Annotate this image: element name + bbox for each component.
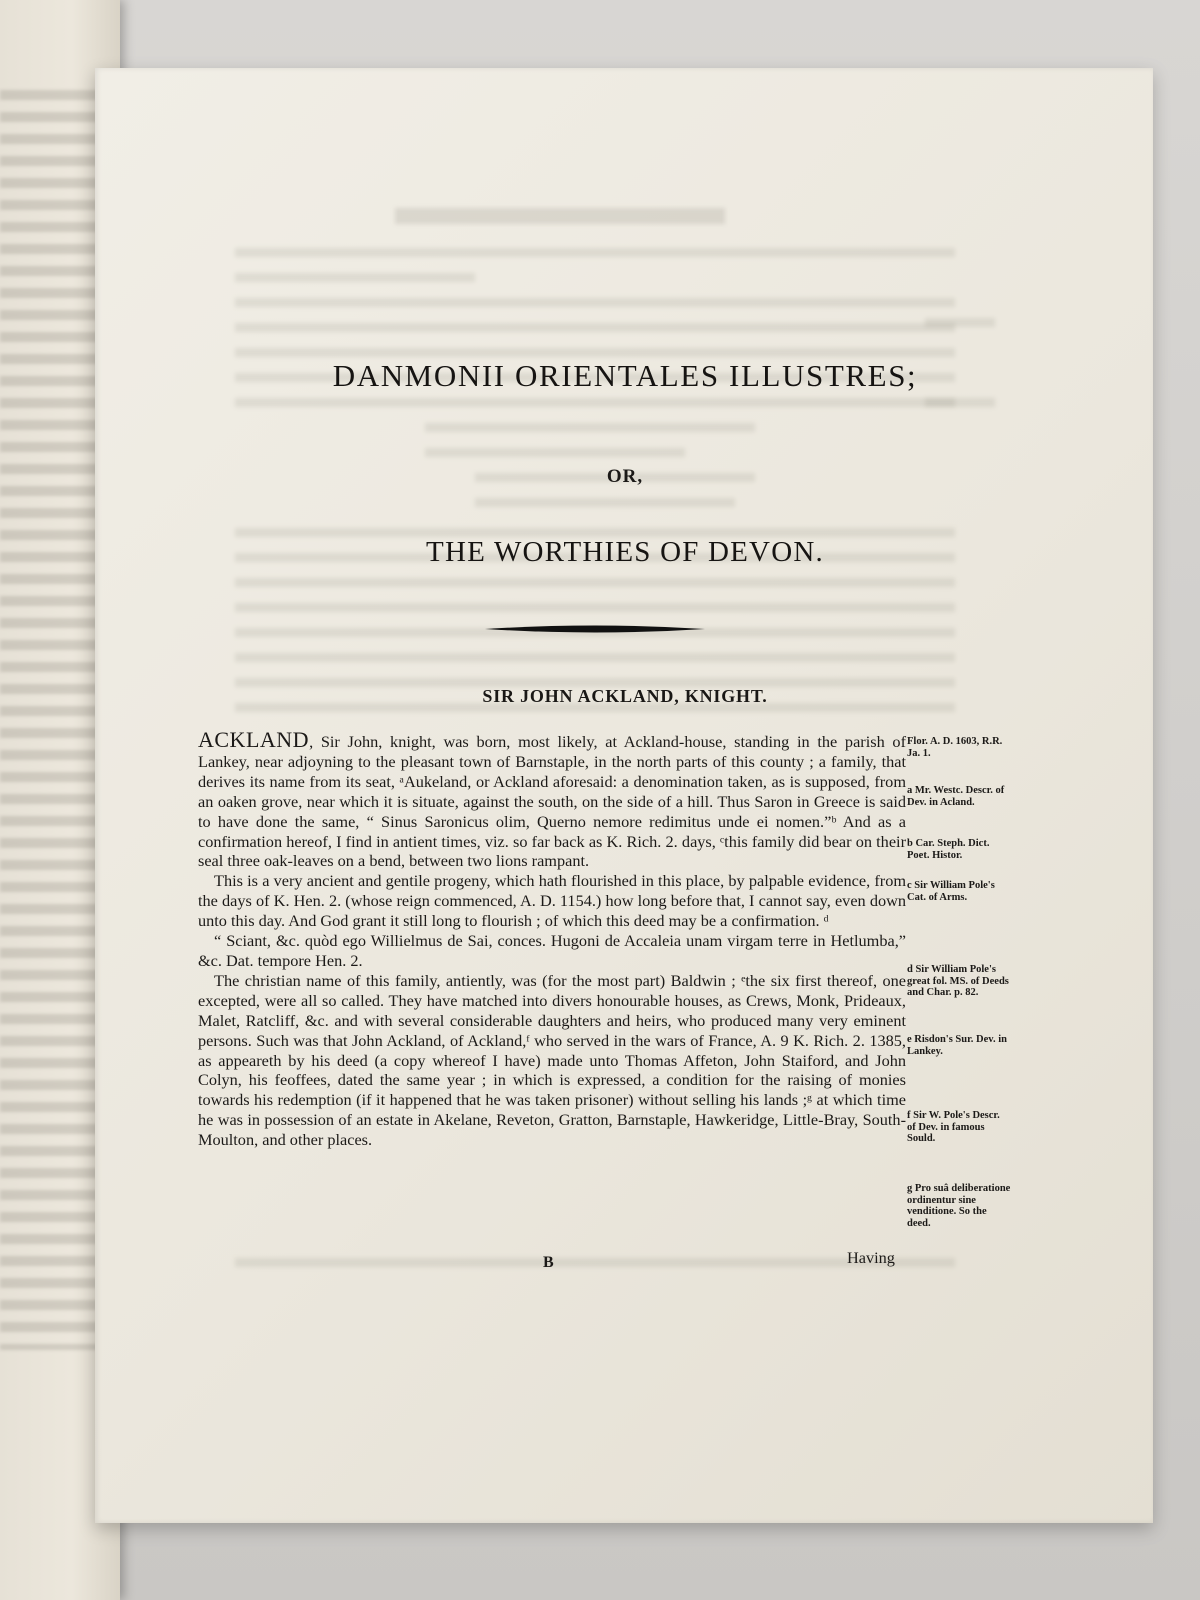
paragraph-3-quotation: “ Sciant, &c. quòd ego Willielmus de Sai, conces. Hugoni de Accaleia unam virgam terre in Hetlumba,” &c. Dat. tempore Hen. 2. — [198, 931, 906, 970]
left-page-blurred-text — [0, 90, 110, 1350]
catchword: Having — [847, 1248, 895, 1267]
drop-cap-word: ACKLAND — [198, 727, 310, 752]
sidenote-a: a Mr. Westc. Descr. of Dev. in Acland. — [907, 785, 1005, 808]
paragraph-4: The christian name of this family, antiently, was (for the most part) Baldwin ; ᵉthe six first thereof, one excepted, were all so called. They have matched into divers honourable houses, as Crews, Monk, Prideaux, Malet, Ratcliff, &c. and with several considerable daughters and heirs, who produced many very eminent persons. Such was that John Ackland, of Ackland,ᶠ who served in the wars of France, A. 9 K. Rich. 2. 1385, as appeareth by his deed (a copy whereof I have) made unto Thomas Affeton, John Staiford, and John Colyn, his feoffees, dated the same year ; in which is expressed, a condition for the raising of monies towards his redemption (if it happened that he was taken prisoner) without selling his lands ;ᵍ at which time he was in possession of an estate in Akelane, Reveton, Gratton, Barnstaple, Hawkeridge, Little-Bray, South-Moulton, and other places. — [198, 970, 906, 1150]
sidenote-c: c Sir William Pole's Cat. of Arms. — [907, 880, 995, 903]
book-subtitle: THE WORTHIES OF DEVON. — [426, 536, 824, 568]
sidenote-b: b Car. Steph. Dict. Poet. Histor. — [907, 838, 990, 861]
show-through-running-head — [395, 208, 725, 224]
sidenote-e: e Risdon's Sur. Dev. in Lankey. — [907, 1034, 1007, 1057]
title-conjunction: OR, — [606, 466, 644, 487]
decorative-rule — [485, 622, 705, 636]
book-page — [95, 68, 1153, 1523]
paragraph-2: This is a very ancient and gentile progeny, which hath flourished in this place, by palpable evidence, from the days of K. Hen. 2. (whose reign commenced, A. D. 1154.) how long before that, I cannot say, even down unto this day. And God grant it still long to flourish ; of which this deed may be a confirmation. ᵈ — [198, 871, 906, 931]
signature-mark: B — [543, 1254, 554, 1271]
sidenote-flor: Flor. A. D. 1603, R.R. Ja. 1. — [907, 736, 1003, 759]
sidenote-g: g Pro suâ deliberatione ordinentur sine venditione. So the deed. — [907, 1183, 1011, 1229]
book-title: DANMONII ORIENTALES ILLUSTRES; — [332, 358, 918, 393]
sidenote-d: d Sir William Pole's great fol. MS. of Deeds and Char. p. 82. — [907, 964, 1009, 998]
section-heading: SIR JOHN ACKLAND, KNIGHT. — [482, 686, 768, 706]
sidenote-f: f Sir W. Pole's Descr. of Dev. in famous Sould. — [907, 1110, 1000, 1144]
body-text — [198, 727, 906, 1150]
paragraph-1: ACKLAND, Sir John, knight, was born, most likely, at Ackland-house, standing in the parish of Lankey, near adjoyning to the pleasant town of Barnstaple, in the north parts of this county ; a family, that derives its name from its seat, ᵃAukeland, or Ackland aforesaid: a denomination taken, as is supposed, from an oaken grove, near which it is situate, against the south, on the side of a hill. Thus Saron in Greece is said to have done the same, “ Sinus Saronicus olim, Querno nemore redimitus unde ei nomen.”ᵇ And as a confirmation hereof, I find in antient times, viz. so far back as K. Rich. 2. days, ᶜthis family did bear on their seal three oak-leaves on a bend, between two lions rampant. — [198, 727, 906, 871]
